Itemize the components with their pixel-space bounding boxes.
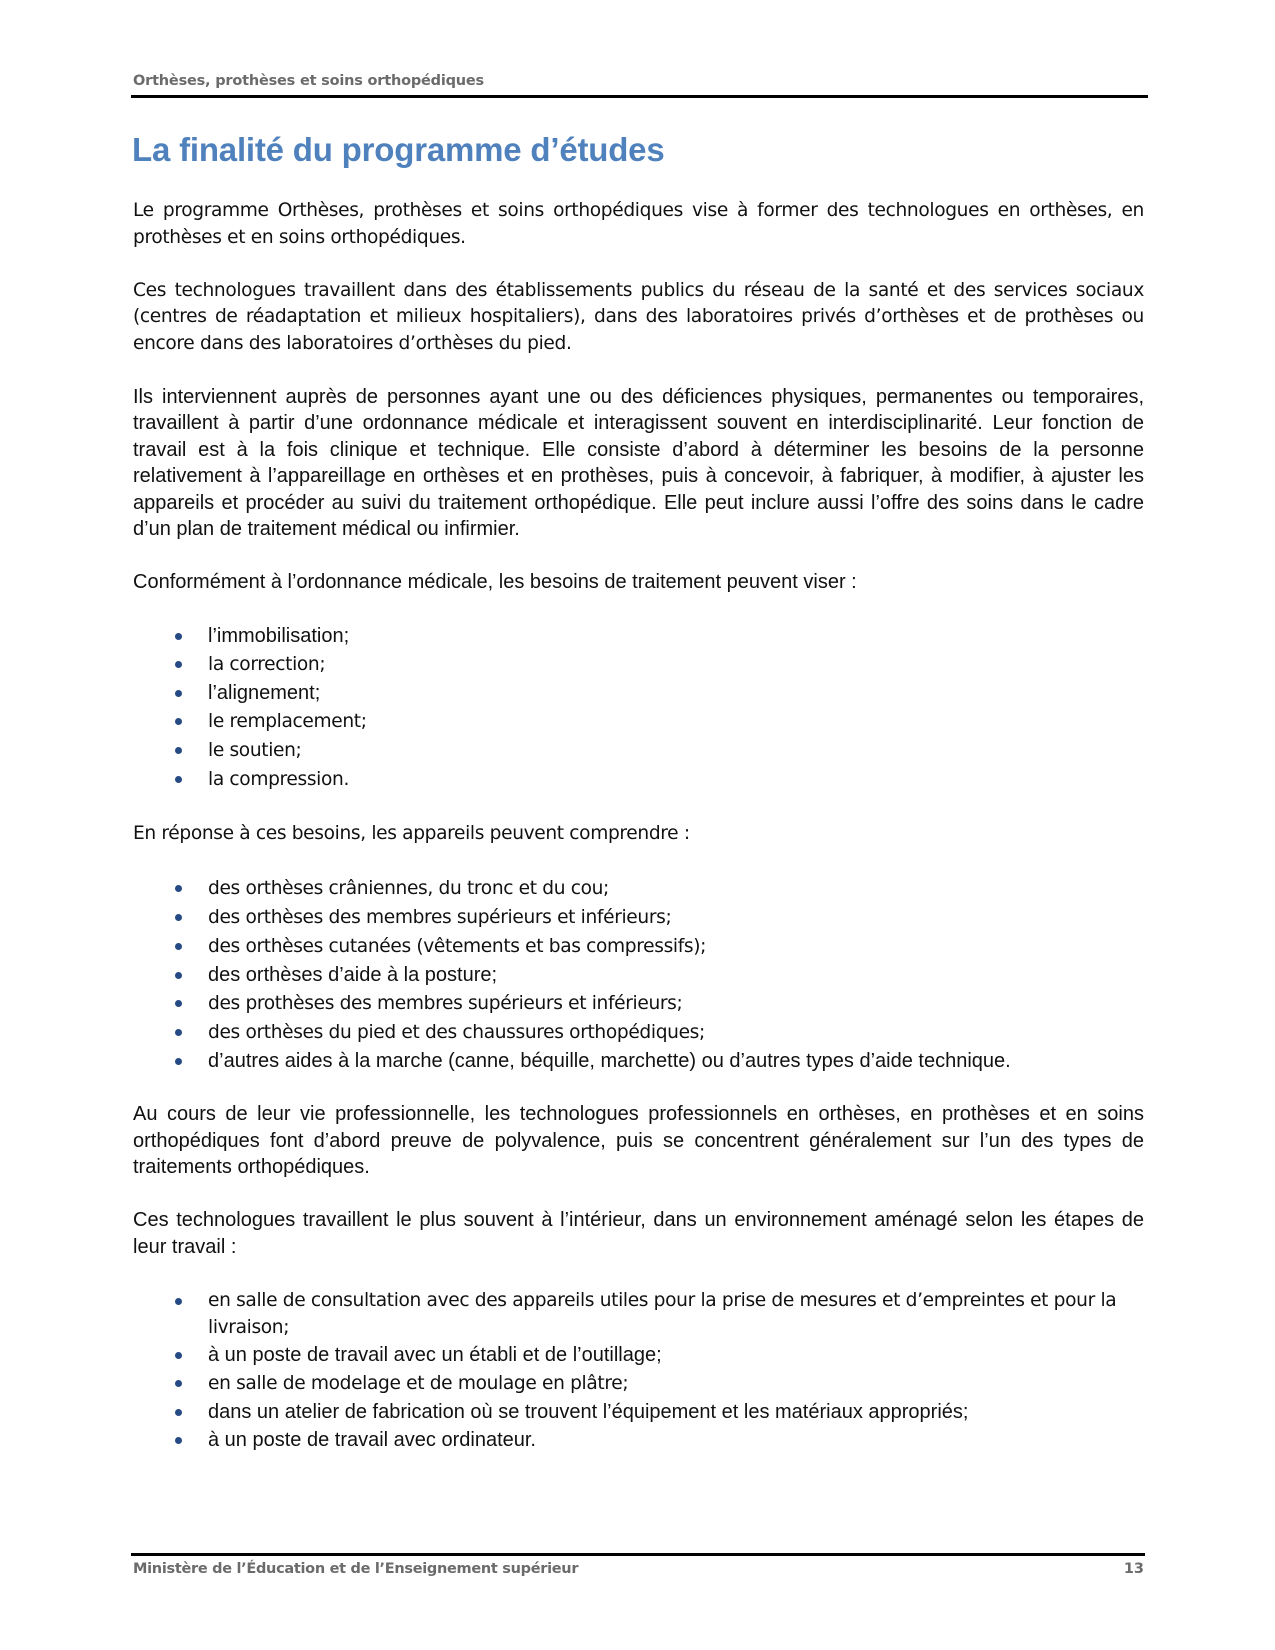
bullet-icon <box>175 1000 182 1007</box>
bullet-icon <box>175 1352 182 1359</box>
list-item: à un poste de travail avec un établi et de l’outillage; <box>133 1341 1144 1369</box>
bullet-icon <box>175 943 182 950</box>
list-needs <box>133 622 1144 794</box>
bullet-icon <box>175 690 182 697</box>
running-header: Orthèses, prothèses et soins orthopédiques <box>133 73 484 89</box>
list-item: des orthèses du pied et des chaussures orthopédiques; <box>133 1018 1144 1047</box>
list-item: le remplacement; <box>133 707 1144 736</box>
list-item: des orthèses crâniennes, du tronc et du cou; <box>133 874 1144 903</box>
paragraph-workplaces: Ces technologues travaillent dans des établissements publics du réseau de la santé et des services sociaux (centres de réadaptation et milieux hospitaliers), dans des laboratoires privés d’orthèses et de prothèses ou encore dans des laboratoires d’orthèses du pied. <box>133 279 1144 354</box>
paragraph-functions: Ils interviennent auprès de personnes ayant une ou des déficiences physiques, permanentes ou temporaires, travaillent à partir d’une ordonnance médicale et interagissent souvent en interdisciplinarité. Leur fonction de travail est à la fois clinique et technique. Elle consiste d’abord à déterminer les besoins de la personne relativement à l’appareillage en orthèses et en prothèses, puis à concevoir, à fabriquer, à modifier, à ajuster les appareils et procéder au suivi du traitement orthopédique. Elle peut inclure aussi l’offre des soins dans le cadre d’un plan de traitement médical ou infirmier. <box>133 385 1144 540</box>
bullet-icon <box>175 972 182 979</box>
paragraph-career: Au cours de leur vie professionnelle, les technologues professionnels en orthèses, en prothèses et en soins orthopédiques font d’abord preuve de polyvalence, puis se concentrent généralement sur l’un des types de traitements orthopédiques. <box>133 1103 1144 1178</box>
list-item: des orthèses des membres supérieurs et inférieurs; <box>133 903 1144 932</box>
bullet-icon <box>175 1380 182 1387</box>
list-item: l’alignement; <box>133 679 1144 707</box>
bullet-icon <box>175 776 182 783</box>
page-number: 13 <box>1123 1561 1144 1577</box>
list-item: l’immobilisation; <box>133 622 1144 650</box>
list-item: des orthèses d’aide à la posture; <box>133 961 1144 989</box>
list-item: en salle de consultation avec des appareils utiles pour la prise de mesures et d’empreintes et pour la livraison; <box>133 1287 1144 1341</box>
bullet-icon <box>175 661 182 668</box>
list-devices <box>133 874 1144 1075</box>
bullet-icon <box>175 747 182 754</box>
header-rule <box>131 95 1148 98</box>
list-item: des orthèses cutanées (vêtements et bas compressifs); <box>133 932 1144 961</box>
paragraph-environment-intro: Ces technologues travaillent le plus souvent à l’intérieur, dans un environnement aménagé selon les étapes de leur travail : <box>133 1209 1144 1258</box>
bullet-icon <box>175 718 182 725</box>
bullet-icon <box>175 914 182 921</box>
body-text <box>133 198 1144 1454</box>
list-item: en salle de modelage et de moulage en plâtre; <box>133 1369 1144 1398</box>
bullet-icon <box>175 1058 182 1065</box>
list-item: à un poste de travail avec ordinateur. <box>133 1426 1144 1454</box>
list-item: d’autres aides à la marche (canne, béquille, marchette) ou d’autres types d’aide technique. <box>133 1047 1144 1075</box>
bullet-icon <box>175 633 182 640</box>
footer-publisher: Ministère de l’Éducation et de l’Enseignement supérieur <box>133 1561 579 1577</box>
paragraph-intro: Le programme Orthèses, prothèses et soins orthopédiques vise à former des technologues en orthèses, en prothèses et en soins orthopédiques. <box>133 200 1144 248</box>
paragraph-needs-intro: Conformément à l’ordonnance médicale, les besoins de traitement peuvent viser : <box>133 571 857 593</box>
list-item: dans un atelier de fabrication où se trouvent l’équipement et les matériaux appropriés; <box>133 1398 1144 1426</box>
bullet-icon <box>175 1409 182 1416</box>
list-item: la compression. <box>133 765 1144 794</box>
page-title: La finalité du programme d’études <box>132 131 665 168</box>
list-item: le soutien; <box>133 736 1144 765</box>
list-environment <box>133 1287 1144 1454</box>
bullet-icon <box>175 885 182 892</box>
footer-rule <box>131 1553 1145 1556</box>
bullet-icon <box>175 1029 182 1036</box>
paragraph-devices-intro: En réponse à ces besoins, les appareils peuvent comprendre : <box>133 822 690 844</box>
list-item: la correction; <box>133 650 1144 679</box>
bullet-icon <box>175 1437 182 1444</box>
list-item: des prothèses des membres supérieurs et inférieurs; <box>133 989 1144 1018</box>
bullet-icon <box>175 1298 182 1305</box>
